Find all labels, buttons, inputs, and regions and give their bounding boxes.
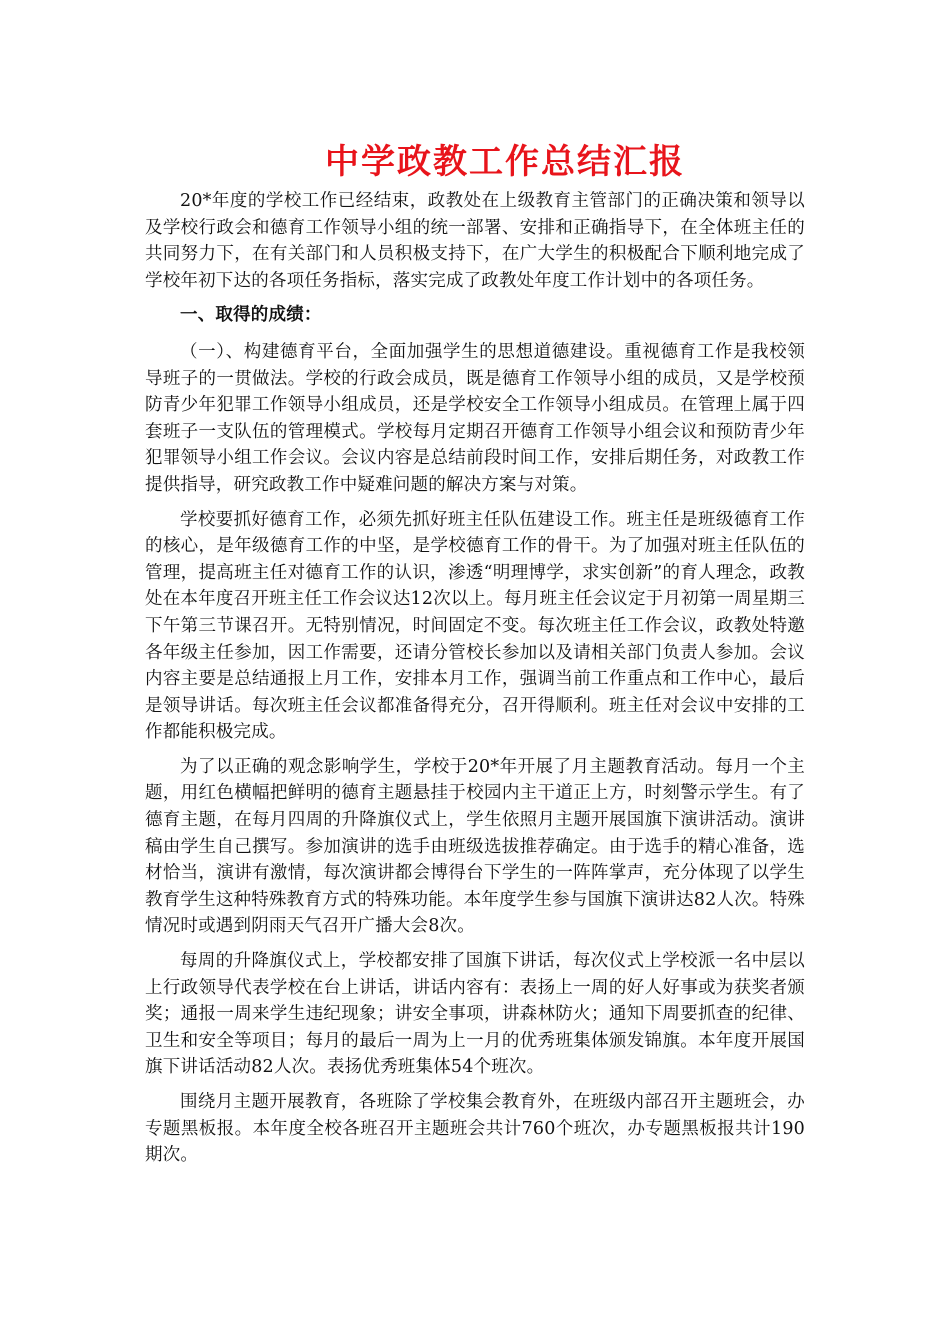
document-body — [145, 188, 805, 1177]
body-paragraph: 围绕月主题开展教育，各班除了学校集会教育外，在班级内部召开主题班会，办专题黑板报。本年度全校各班召开主题班会共计760个班次，办专题黑板报共计190期次。 — [145, 1092, 805, 1166]
body-paragraph: （一）、构建德育平台，全面加强学生的思想道德建设。重视德育工作是我校领导班子的一贯做法。学校的行政会成员，既是德育工作领导小组的成员，又是学校预防青少年犯罪工作领导小组成员，还是学校安全工作领导小组成员。在管理上属于四套班子一支队伍的管理模式。学校每月定期召开德育工作领导小组会议和预防青少年犯罪领导小组工作会议。会议内容是总结前段时间工作，安排后期任务，对政教工作提供指导，研究政教工作中疑难问题的解决方案与对策。 — [145, 341, 805, 495]
body-paragraph: 为了以正确的观念影响学生，学校于20*年开展了月主题教育活动。每月一个主题，用红色横幅把鲜明的德育主题悬挂于校园内主干道正上方，时刻警示学生。有了德育主题，在每月四周的升降旗仪式上，学生依照月主题开展国旗下演讲活动。演讲稿由学生自己撰写。参加演讲的选手由班级选拔推荐确定。由于选手的精心准备，选材恰当，演讲有激情，每次演讲都会博得台下学生的一阵阵掌声，充分体现了以学生教育学生这种特殊教育方式的特殊功能。本年度学生参与国旗下演讲达82人次。特殊情况时或遇到阴雨天气召开广播大会8次。 — [145, 756, 805, 937]
section-heading: 一、取得的成绩： — [180, 305, 322, 326]
body-paragraph: 每周的升降旗仪式上，学校都安排了国旗下讲话，每次仪式上学校派一名中层以上行政领导代表学校在台上讲话，讲话内容有：表扬上一周的好人好事或为获奖者颁奖；通报一周来学生违纪现象；讲安全事项，讲森林防火；通知下周要抓查的纪律、卫生和安全等项目；每月的最后一周为上一月的优秀班集体颁发锦旗。本年度开展国旗下讲话活动82人次。表扬优秀班集体54个班次。 — [145, 951, 805, 1078]
document-title: 中学政教工作总结汇报 — [325, 142, 685, 182]
body-paragraph: 学校要抓好德育工作，必须先抓好班主任队伍建设工作。班主任是班级德育工作的核心，是年级德育工作的中坚，是学校德育工作的骨干。为了加强对班主任队伍的管理，提高班主任对德育工作的认识，渗透“明理博学，求实创新”的育人理念，政教处在本年度召开班主任工作会议达12次以上。每月班主任会议定于月初第一周星期三下午第三节课召开。无特别情况，时间固定不变。每次班主任工作会议，政教处特邀各年级主任参加，因工作需要，还请分管校长参加以及请相关部门负责人参加。会议内容主要是总结通报上月工作，安排本月工作，强调当前工作重点和工作中心，最后是领导讲话。每次班主任会议都准备得充分，召开得顺利。班主任对会议中安排的工作都能积极完成。 — [145, 509, 805, 743]
intro-paragraph: 20*年度的学校工作已经结束，政教处在上级教育主管部门的正确决策和领导以及学校行政会和德育工作领导小组的统一部署、安排和正确指导下，在全体班主任的共同努力下，在有关部门和人员积极支持下，在广大学生的积极配合下顺利地完成了学校年初下达的各项任务指标，落实完成了政教处年度工作计划中的各项任务。 — [145, 191, 805, 291]
